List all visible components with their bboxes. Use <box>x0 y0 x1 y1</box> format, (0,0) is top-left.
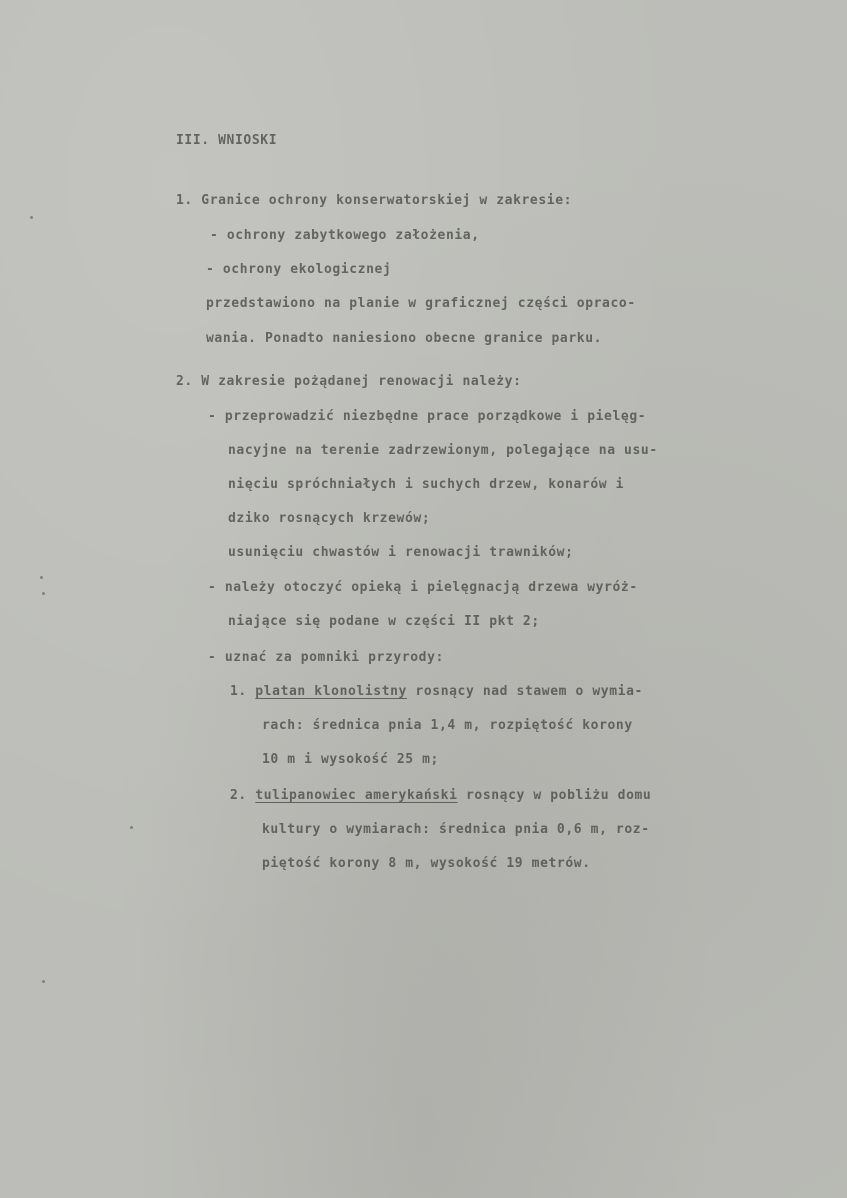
paragraph-1-line-4: przedstawiono na planie w graficznej części opraco- <box>206 296 636 311</box>
monument-1-line-2: rach: średnica pnia 1,4 m, rozpiętość korony <box>262 718 633 733</box>
paragraph-2-line-3: nacyjne na terenie zadrzewionym, polegające na usu- <box>228 443 658 458</box>
paragraph-1-line-2: - ochrony zabytkowego założenia, <box>210 228 480 243</box>
paragraph-2-line-2: - przeprowadzić niezbędne prace porządkowe i pielęg- <box>208 409 647 424</box>
monument-2-line-2: kultury o wymiarach: średnica pnia 0,6 m, roz- <box>262 822 650 837</box>
paragraph-1-line-1: 1. Granice ochrony konserwatorskiej w zakresie: <box>176 193 573 208</box>
monument-2-rest: rosnący w pobliżu domu <box>457 788 652 803</box>
paper-speck <box>40 576 43 579</box>
paragraph-2-line-4: nięciu spróchniałych i suchych drzew, konarów i <box>228 477 625 492</box>
paragraph-1-line-5: wania. Ponadto naniesiono obecne granice parku. <box>206 331 603 346</box>
monument-2-line-3: piętość korony 8 m, wysokość 19 metrów. <box>262 856 591 871</box>
paper-speck <box>30 216 33 219</box>
monument-1-line-1 <box>230 684 643 699</box>
paragraph-2-line-1: 2. W zakresie pożądanej renowacji należy: <box>176 374 522 389</box>
monument-1-rest: rosnący nad stawem o wymia- <box>406 684 643 699</box>
paper-speck <box>42 592 45 595</box>
paragraph-2-line-7: - należy otoczyć opieką i pielęgnacją drzewa wyróż- <box>208 580 638 595</box>
paragraph-2-line-6: usunięciu chwastów i renowacji trawników; <box>228 545 574 560</box>
monument-1-number: 1. <box>230 684 247 699</box>
monument-2-number: 2. <box>230 788 247 803</box>
monument-1-line-3: 10 m i wysokość 25 m; <box>262 752 439 767</box>
paper-speck <box>42 980 45 983</box>
monument-1-name: platan klonolistny <box>255 684 407 699</box>
paragraph-2-line-8: niające się podane w części II pkt 2; <box>228 614 540 629</box>
section-heading: III. WNIOSKI <box>176 133 278 148</box>
paragraph-2-line-9: - uznać za pomniki przyrody: <box>208 650 444 665</box>
paragraph-2-line-5: dziko rosnących krzewów; <box>228 511 431 526</box>
paragraph-1-line-3: - ochrony ekologicznej <box>206 262 392 277</box>
paper-speck <box>130 826 133 829</box>
monument-2-line-1 <box>230 788 651 803</box>
monument-2-name: tulipanowiec amerykański <box>255 788 458 803</box>
